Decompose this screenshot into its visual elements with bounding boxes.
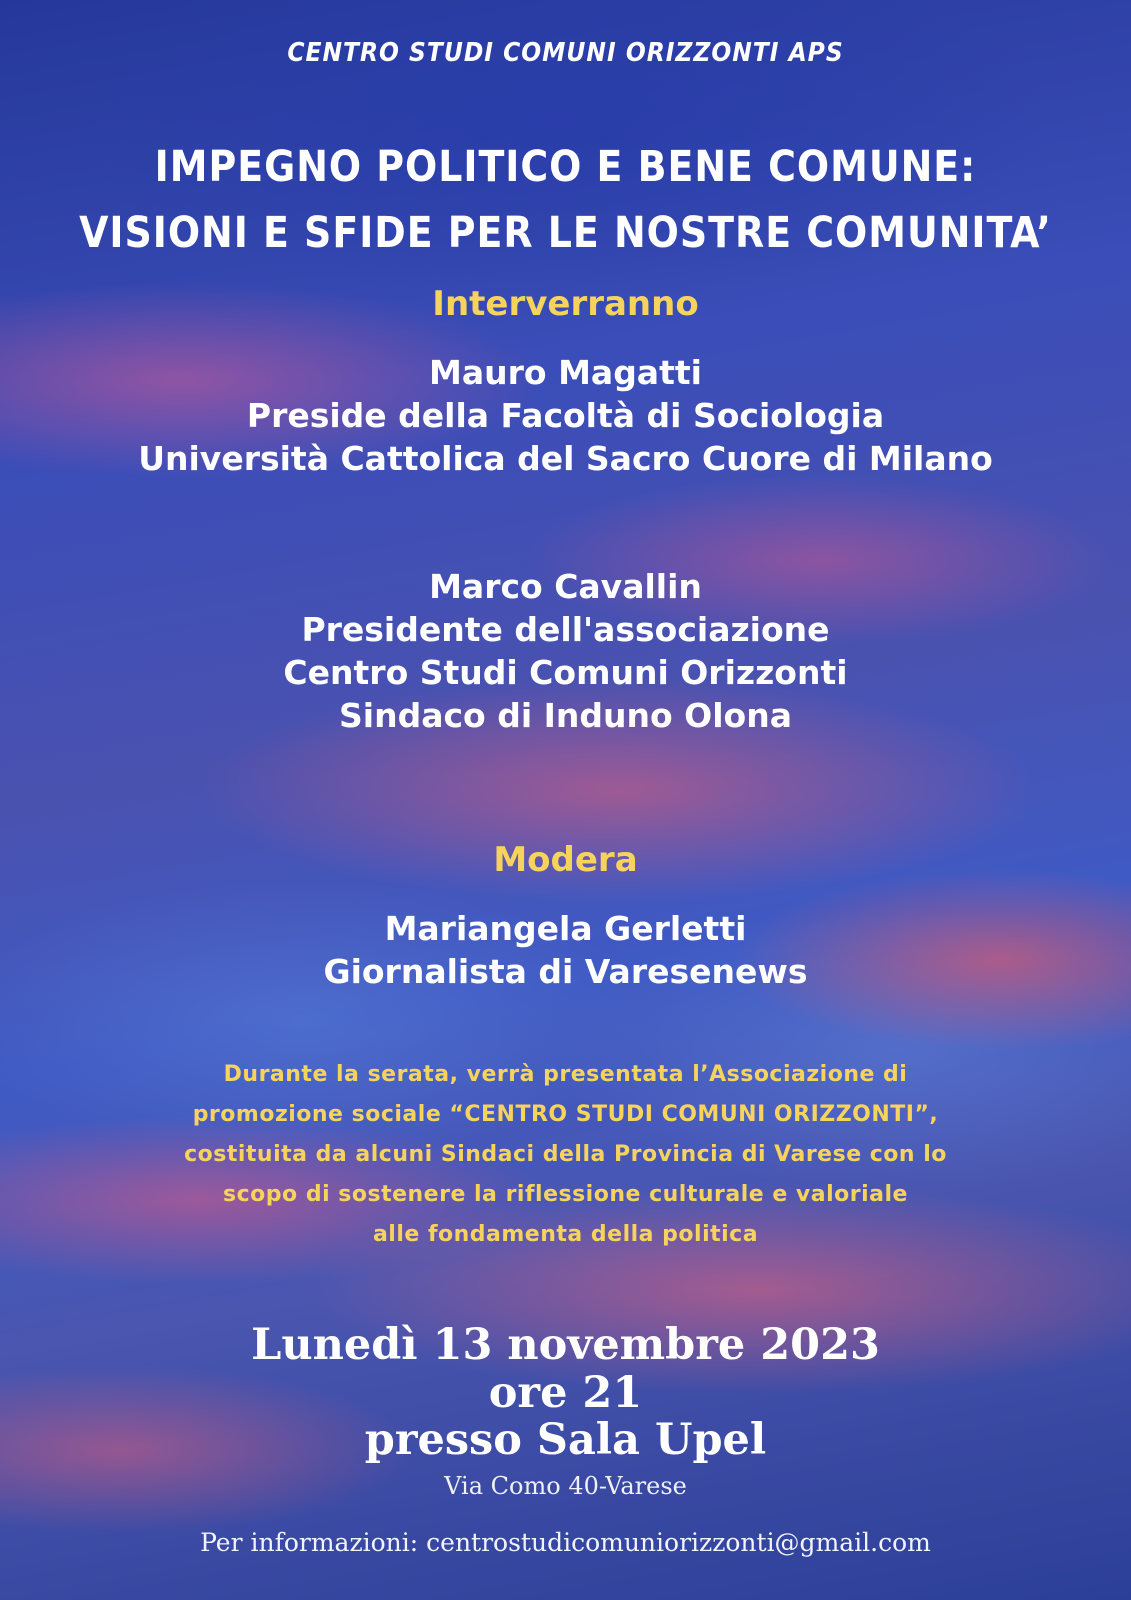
speakers-label: Interverranno — [432, 284, 699, 324]
event-title-line-1: IMPEGNO POLITICO E BENE COMUNE: — [154, 142, 977, 192]
description-line: alle fondamenta della politica — [372, 1222, 759, 1247]
moderator-name: Mariangela Gerletti — [384, 909, 747, 948]
speaker-name: Mauro Magatti — [429, 353, 702, 392]
description-line: promozione sociale “CENTRO STUDI COMUNI ORIZZONTI”, — [192, 1102, 939, 1127]
description-line: costituita da alcuni Sindaci della Provincia di Varese con lo — [184, 1142, 947, 1167]
speaker-office: Sindaco di Induno Olona — [339, 696, 792, 735]
speaker-affiliation: Università Cattolica del Sacro Cuore di Milano — [138, 439, 993, 478]
contact-info: Per informazioni: centrostudicomuniorizzonti@gmail.com — [200, 1528, 931, 1557]
speaker-role: Presidente dell'associazione — [301, 610, 830, 649]
moderator-label: Modera — [493, 840, 638, 880]
event-title-line-2: VISIONI E SFIDE PER LE NOSTRE COMUNITA’ — [79, 208, 1052, 258]
organization-header: CENTRO STUDI COMUNI ORIZZONTI APS — [287, 38, 844, 68]
moderator-role: Giornalista di Varesenews — [323, 952, 808, 991]
event-date: Lunedì 13 novembre 2023 — [251, 1320, 880, 1370]
speaker-name: Marco Cavallin — [429, 567, 702, 606]
event-time: ore 21 — [488, 1368, 643, 1418]
description-line: scopo di sostenere la riflessione culturale e valoriale — [223, 1182, 908, 1207]
event-venue: presso Sala Upel — [364, 1415, 767, 1465]
description-line: Durante la serata, verrà presentata l’Associazione di — [223, 1062, 908, 1087]
speaker-affiliation: Centro Studi Comuni Orizzonti — [283, 653, 848, 692]
speaker-role: Preside della Facoltà di Sociologia — [246, 396, 885, 435]
event-address: Via Como 40-Varese — [444, 1472, 687, 1500]
